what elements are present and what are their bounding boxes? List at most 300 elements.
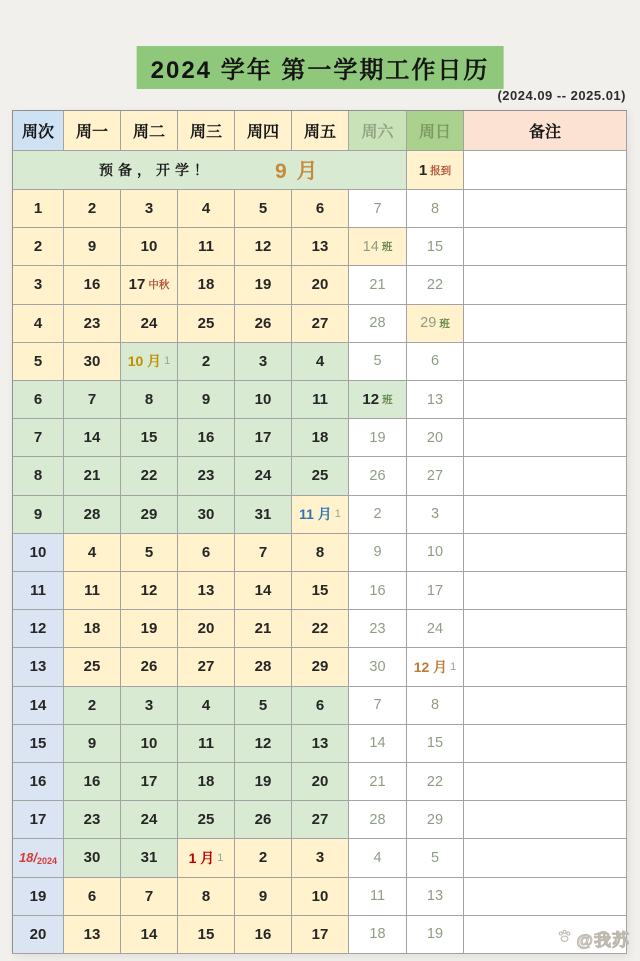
date-cell-wed-text: 16 <box>197 429 215 447</box>
date-cell-mon-text: 4 <box>87 543 97 561</box>
date-cell-fri-text: 20 <box>311 773 329 791</box>
date-cell-wed <box>178 725 235 763</box>
date-cell-tue-text: 22 <box>140 467 158 485</box>
date-cell-wed <box>178 839 235 877</box>
date-cell-tue <box>121 725 178 763</box>
week-cell <box>13 534 64 572</box>
date-cell-mon <box>64 725 121 763</box>
calendar-table <box>12 110 627 954</box>
date-cell-fri <box>292 228 349 266</box>
date-cell-sun-text: 12 月 <box>413 658 448 675</box>
date-cell-mon <box>64 457 121 495</box>
date-cell-fri-text: 6 <box>315 200 325 218</box>
date-cell-tue-text: 5 <box>144 543 154 561</box>
date-cell-fri-text: 20 <box>311 276 329 294</box>
date-cell-thu-text: 26 <box>254 314 272 332</box>
date-cell-tue-text: 19 <box>140 620 158 638</box>
date-cell-sun <box>407 763 464 801</box>
date-cell-fri-text: 11 月 <box>299 506 332 523</box>
month-band-september <box>13 151 407 190</box>
date-cell-sat <box>349 496 407 534</box>
watermark <box>557 926 630 951</box>
week-cell-text: 11 <box>30 582 46 600</box>
date-cell-sun-text: 1 <box>450 660 457 673</box>
month-band-sunday-cell-text: 报到 <box>430 164 452 177</box>
week-cell-text: 12 <box>29 620 47 638</box>
week-cell <box>13 457 64 495</box>
week-cell-text: 20 <box>29 925 47 943</box>
date-cell-sat-text: 21 <box>369 773 386 790</box>
watermark-text: @我苏 <box>576 931 630 950</box>
date-cell-sat <box>349 916 407 954</box>
date-cell-wed-text: 30 <box>197 505 215 523</box>
remark-cell <box>464 725 627 763</box>
date-cell-mon <box>64 839 121 877</box>
date-cell-thu <box>235 343 292 381</box>
date-cell-fri-text: 27 <box>311 811 329 829</box>
date-cell-tue-text: 3 <box>144 696 154 714</box>
month-band-label: 9 月 <box>275 160 320 183</box>
date-cell-wed-text: 18 <box>197 773 215 791</box>
week-cell-text: 1 <box>33 200 43 218</box>
date-cell-sun <box>407 266 464 304</box>
week-cell <box>13 343 64 381</box>
date-cell-sat <box>349 266 407 304</box>
date-cell-sat <box>349 801 407 839</box>
date-cell-fri <box>292 572 349 610</box>
date-cell-sun <box>407 419 464 457</box>
date-cell-tue-text: 10 月 <box>127 353 162 370</box>
date-cell-thu-text: 5 <box>258 696 268 714</box>
remark-cell <box>464 839 627 877</box>
date-cell-sat-text: 26 <box>369 467 386 484</box>
date-cell-wed <box>178 801 235 839</box>
date-cell-sun-text: 22 <box>426 773 444 790</box>
date-cell-wed-text: 11 <box>198 734 214 752</box>
date-cell-sun <box>407 687 464 725</box>
date-cell-sat-text: 7 <box>373 200 382 217</box>
date-cell-mon-text: 2 <box>87 200 97 218</box>
date-cell-sat-text: 30 <box>369 658 386 675</box>
remark-cell <box>464 228 627 266</box>
date-cell-wed <box>178 496 235 534</box>
date-cell-mon <box>64 878 121 916</box>
week-cell-text: 19 <box>29 887 47 905</box>
date-cell-tue <box>121 381 178 419</box>
date-cell-mon-text: 16 <box>83 276 101 294</box>
date-cell-wed-text: 25 <box>197 314 215 332</box>
date-cell-sat <box>349 305 407 343</box>
date-cell-wed-text: 23 <box>197 467 215 485</box>
date-cell-tue-text: 7 <box>144 887 154 905</box>
date-cell-fri-text: 22 <box>311 620 329 638</box>
date-cell-sat <box>349 572 407 610</box>
header-date-cell-mon <box>64 111 121 151</box>
remark-cell <box>464 801 627 839</box>
date-cell-sat-text: 14 <box>362 238 379 255</box>
date-cell-fri <box>292 801 349 839</box>
date-cell-sat-text: 28 <box>369 811 386 828</box>
week-cell-text: 17 <box>29 811 47 829</box>
date-cell-wed <box>178 534 235 572</box>
date-cell-tue <box>121 343 178 381</box>
date-cell-sun <box>407 381 464 419</box>
date-cell-wed <box>178 572 235 610</box>
date-cell-thu <box>235 190 292 228</box>
date-cell-fri-text: 10 <box>311 887 329 905</box>
date-cell-sun <box>407 534 464 572</box>
date-cell-mon-text: 23 <box>83 811 101 829</box>
week-cell-text: 6 <box>33 391 43 409</box>
date-cell-fri <box>292 725 349 763</box>
date-cell-tue <box>121 763 178 801</box>
week-cell <box>13 496 64 534</box>
header-date-cell-wed <box>178 111 235 151</box>
date-cell-mon-text: 9 <box>87 734 97 752</box>
date-cell-fri-text: 13 <box>311 734 329 752</box>
date-cell-mon <box>64 190 121 228</box>
date-cell-thu-text: 31 <box>254 505 272 523</box>
date-cell-thu-text: 21 <box>254 620 272 638</box>
date-cell-thu-text: 24 <box>254 467 272 485</box>
date-cell-tue <box>121 801 178 839</box>
date-cell-tue <box>121 457 178 495</box>
week-cell-text: 9 <box>33 505 43 523</box>
date-cell-sun-text: 8 <box>430 697 440 714</box>
week-cell <box>13 878 64 916</box>
date-cell-sat <box>349 228 407 266</box>
header-remark-cell-text: 备注 <box>528 124 561 141</box>
date-cell-fri <box>292 763 349 801</box>
week-cell <box>13 916 64 954</box>
remark-cell <box>464 687 627 725</box>
date-cell-sun <box>407 610 464 648</box>
week-cell <box>13 725 64 763</box>
date-cell-thu <box>235 534 292 572</box>
date-cell-fri <box>292 610 349 648</box>
date-cell-thu <box>235 801 292 839</box>
date-cell-fri <box>292 266 349 304</box>
date-cell-wed <box>178 648 235 686</box>
date-cell-sat-text: 7 <box>373 697 382 714</box>
remark-cell <box>464 763 627 801</box>
date-cell-wed <box>178 419 235 457</box>
date-cell-wed-text: 2 <box>201 352 211 370</box>
date-cell-sun-text: 17 <box>426 582 444 599</box>
date-range-subtitle: (2024.09 -- 2025.01) <box>497 88 626 103</box>
date-cell-sat-text: 2 <box>373 506 382 523</box>
date-cell-sat-text: 4 <box>373 849 382 866</box>
date-cell-sun-text: 13 <box>426 888 444 905</box>
date-cell-fri-text: 4 <box>315 352 325 370</box>
date-cell-thu-text: 12 <box>254 734 272 752</box>
date-cell-sun-text: 29 <box>426 811 444 828</box>
date-cell-wed-text: 4 <box>201 696 211 714</box>
header-date-cell-fri <box>292 111 349 151</box>
week-cell-text: 7 <box>33 429 43 447</box>
header-date-cell-fri-text: 周五 <box>303 124 336 141</box>
week-cell <box>13 687 64 725</box>
week-cell <box>13 190 64 228</box>
date-cell-wed-text: 1 <box>217 851 224 864</box>
date-cell-fri <box>292 190 349 228</box>
week-cell-text: 4 <box>33 314 43 332</box>
date-cell-thu <box>235 648 292 686</box>
date-cell-sun <box>407 496 464 534</box>
date-cell-fri-text: 18 <box>311 429 329 447</box>
date-cell-fri <box>292 916 349 954</box>
date-cell-fri <box>292 343 349 381</box>
date-cell-mon <box>64 801 121 839</box>
remark-cell <box>464 534 627 572</box>
date-cell-fri-text: 1 <box>334 508 341 521</box>
header-remark-cell <box>464 111 627 151</box>
date-cell-thu-text: 19 <box>254 276 272 294</box>
week-cell <box>13 763 64 801</box>
date-cell-sun-text: 19 <box>426 926 444 943</box>
date-cell-thu-text: 2 <box>258 849 268 867</box>
date-cell-sat-text: 23 <box>369 620 386 637</box>
date-cell-mon <box>64 572 121 610</box>
date-cell-tue <box>121 190 178 228</box>
date-cell-fri <box>292 687 349 725</box>
date-cell-sat-text: 5 <box>373 353 382 370</box>
date-cell-tue <box>121 419 178 457</box>
date-cell-tue <box>121 228 178 266</box>
date-cell-mon <box>64 763 121 801</box>
week-cell-text: 14 <box>29 696 47 714</box>
date-cell-wed-text: 6 <box>201 543 211 561</box>
date-cell-wed-text: 4 <box>201 200 211 218</box>
date-cell-tue-text: 29 <box>140 505 158 523</box>
date-cell-sat-text: 28 <box>369 315 386 332</box>
date-cell-wed-text: 11 <box>198 238 214 256</box>
date-cell-thu-text: 9 <box>258 887 268 905</box>
week-cell <box>13 572 64 610</box>
date-cell-wed <box>178 381 235 419</box>
date-cell-sun <box>407 305 464 343</box>
date-cell-sun-text: 8 <box>430 200 440 217</box>
week-cell-text: 3 <box>33 276 43 294</box>
date-cell-mon-text: 9 <box>87 238 97 256</box>
date-cell-thu-text: 16 <box>254 925 272 943</box>
date-cell-tue-text: 31 <box>140 849 158 867</box>
week-cell-text: 18/ <box>18 850 38 866</box>
date-cell-thu <box>235 228 292 266</box>
date-cell-tue-text: 17 <box>140 773 158 791</box>
date-cell-sun-text: 22 <box>426 276 444 293</box>
month-band-sunday-cell-text: 1 <box>418 161 428 179</box>
date-cell-sun-text: 29 <box>420 315 437 332</box>
date-cell-tue <box>121 610 178 648</box>
date-cell-mon-text: 28 <box>83 505 101 523</box>
date-cell-sat <box>349 725 407 763</box>
date-cell-sat-text: 班 <box>381 241 393 254</box>
date-cell-mon-text: 21 <box>83 467 101 485</box>
remark-cell <box>464 266 627 304</box>
remark-cell <box>464 190 627 228</box>
date-cell-fri-text: 17 <box>311 925 329 943</box>
date-cell-tue-text: 8 <box>144 391 154 409</box>
date-cell-tue <box>121 916 178 954</box>
header-date-cell-sun <box>407 111 464 151</box>
date-cell-fri-text: 8 <box>315 543 325 561</box>
date-cell-wed-text: 20 <box>197 620 215 638</box>
date-cell-fri-text: 6 <box>315 696 325 714</box>
date-cell-tue <box>121 534 178 572</box>
date-cell-fri <box>292 534 349 572</box>
date-cell-thu <box>235 457 292 495</box>
date-cell-wed <box>178 916 235 954</box>
date-cell-thu-text: 17 <box>254 429 272 447</box>
date-cell-tue-text: 12 <box>140 582 158 600</box>
date-cell-wed-text: 15 <box>197 925 215 943</box>
date-cell-wed <box>178 343 235 381</box>
week-cell <box>13 648 64 686</box>
date-cell-fri-text: 29 <box>311 658 329 676</box>
date-cell-thu-text: 19 <box>254 773 272 791</box>
date-cell-tue-text: 24 <box>140 811 158 829</box>
date-cell-thu <box>235 916 292 954</box>
date-cell-tue <box>121 305 178 343</box>
header-date-cell-thu-text: 周四 <box>246 124 279 141</box>
date-cell-sat <box>349 839 407 877</box>
date-cell-mon-text: 18 <box>83 620 101 638</box>
date-cell-mon <box>64 648 121 686</box>
date-cell-sun-text: 13 <box>426 391 444 408</box>
week-cell <box>13 419 64 457</box>
date-cell-mon-text: 30 <box>83 352 101 370</box>
date-cell-thu <box>235 305 292 343</box>
date-cell-wed-text: 8 <box>201 887 211 905</box>
page-title: 2024 学年 第一学期工作日历 <box>137 46 504 89</box>
date-cell-tue <box>121 266 178 304</box>
date-cell-fri <box>292 496 349 534</box>
date-cell-sun <box>407 648 464 686</box>
date-cell-tue-text: 15 <box>140 429 158 447</box>
remark-cell <box>464 496 627 534</box>
date-cell-mon <box>64 228 121 266</box>
week-cell-text: 13 <box>29 658 47 676</box>
date-cell-sat <box>349 878 407 916</box>
remark-cell <box>464 305 627 343</box>
date-cell-wed-text: 27 <box>197 658 215 676</box>
date-cell-sat-text: 12 <box>362 391 380 409</box>
date-cell-wed <box>178 610 235 648</box>
week-cell-text: 10 <box>29 543 47 561</box>
date-cell-fri <box>292 419 349 457</box>
date-cell-tue-text: 17 <box>128 276 146 294</box>
date-cell-tue <box>121 687 178 725</box>
month-band-note: 预备，开学！ <box>99 162 213 178</box>
date-cell-mon-text: 11 <box>84 582 100 600</box>
date-cell-wed <box>178 457 235 495</box>
date-cell-fri <box>292 648 349 686</box>
date-cell-sat-text: 11 <box>369 888 386 905</box>
date-cell-sat-text: 21 <box>369 276 386 293</box>
remark-cell <box>464 878 627 916</box>
week-cell <box>13 801 64 839</box>
date-cell-sun <box>407 343 464 381</box>
week-cell <box>13 610 64 648</box>
date-cell-sun <box>407 801 464 839</box>
date-cell-mon <box>64 266 121 304</box>
date-cell-tue-text: 1 <box>164 355 171 368</box>
date-cell-mon <box>64 343 121 381</box>
date-cell-fri <box>292 839 349 877</box>
week-cell-text: 2 <box>33 238 43 256</box>
date-cell-mon <box>64 305 121 343</box>
week-cell-text: 2024 <box>37 856 58 867</box>
date-cell-wed <box>178 878 235 916</box>
header-week-cell-text: 周次 <box>21 124 54 141</box>
header-week-cell <box>13 111 64 151</box>
date-cell-fri-text: 3 <box>315 849 325 867</box>
remark-cell <box>464 381 627 419</box>
date-cell-mon-text: 16 <box>83 773 101 791</box>
date-cell-wed <box>178 687 235 725</box>
date-cell-sat-text: 18 <box>369 926 386 943</box>
week-cell <box>13 228 64 266</box>
date-cell-mon <box>64 381 121 419</box>
date-cell-fri-text: 11 <box>312 391 328 409</box>
date-cell-mon-text: 14 <box>83 429 101 447</box>
date-cell-wed <box>178 228 235 266</box>
date-cell-mon-text: 2 <box>87 696 97 714</box>
header-date-cell-tue-text: 周二 <box>132 124 165 141</box>
date-cell-tue-text: 10 <box>140 734 158 752</box>
header-date-cell-sat <box>349 111 407 151</box>
date-cell-mon-text: 7 <box>87 391 97 409</box>
date-cell-thu-text: 14 <box>254 582 272 600</box>
header-date-cell-mon-text: 周一 <box>75 124 108 141</box>
date-cell-sat-text: 16 <box>369 582 386 599</box>
date-cell-fri-text: 13 <box>311 238 329 256</box>
date-cell-thu <box>235 839 292 877</box>
date-cell-mon <box>64 610 121 648</box>
date-cell-sun-text: 24 <box>426 620 444 637</box>
remark-cell <box>464 610 627 648</box>
date-cell-sat <box>349 763 407 801</box>
date-cell-wed-text: 18 <box>197 276 215 294</box>
date-cell-thu-text: 12 <box>254 238 272 256</box>
date-cell-fri <box>292 878 349 916</box>
date-cell-tue <box>121 648 178 686</box>
date-cell-sun <box>407 878 464 916</box>
date-cell-fri <box>292 305 349 343</box>
date-cell-fri-text: 15 <box>311 582 329 600</box>
header-date-cell-wed-text: 周三 <box>189 124 222 141</box>
date-cell-thu <box>235 878 292 916</box>
remark-cell <box>464 343 627 381</box>
date-cell-thu-text: 7 <box>258 543 268 561</box>
week-cell-text: 5 <box>33 352 43 370</box>
date-cell-sun-text: 3 <box>430 506 440 523</box>
date-cell-sat-text: 14 <box>369 735 386 752</box>
date-cell-sun <box>407 916 464 954</box>
date-cell-thu <box>235 610 292 648</box>
header-date-cell-thu <box>235 111 292 151</box>
date-cell-sat <box>349 610 407 648</box>
date-cell-mon-text: 30 <box>83 849 101 867</box>
date-cell-sun-text: 10 <box>426 544 444 561</box>
date-cell-thu <box>235 381 292 419</box>
remark-cell <box>464 419 627 457</box>
header-date-cell-tue <box>121 111 178 151</box>
date-cell-sat-text: 9 <box>373 544 382 561</box>
date-cell-thu-text: 3 <box>258 352 268 370</box>
date-cell-mon <box>64 687 121 725</box>
